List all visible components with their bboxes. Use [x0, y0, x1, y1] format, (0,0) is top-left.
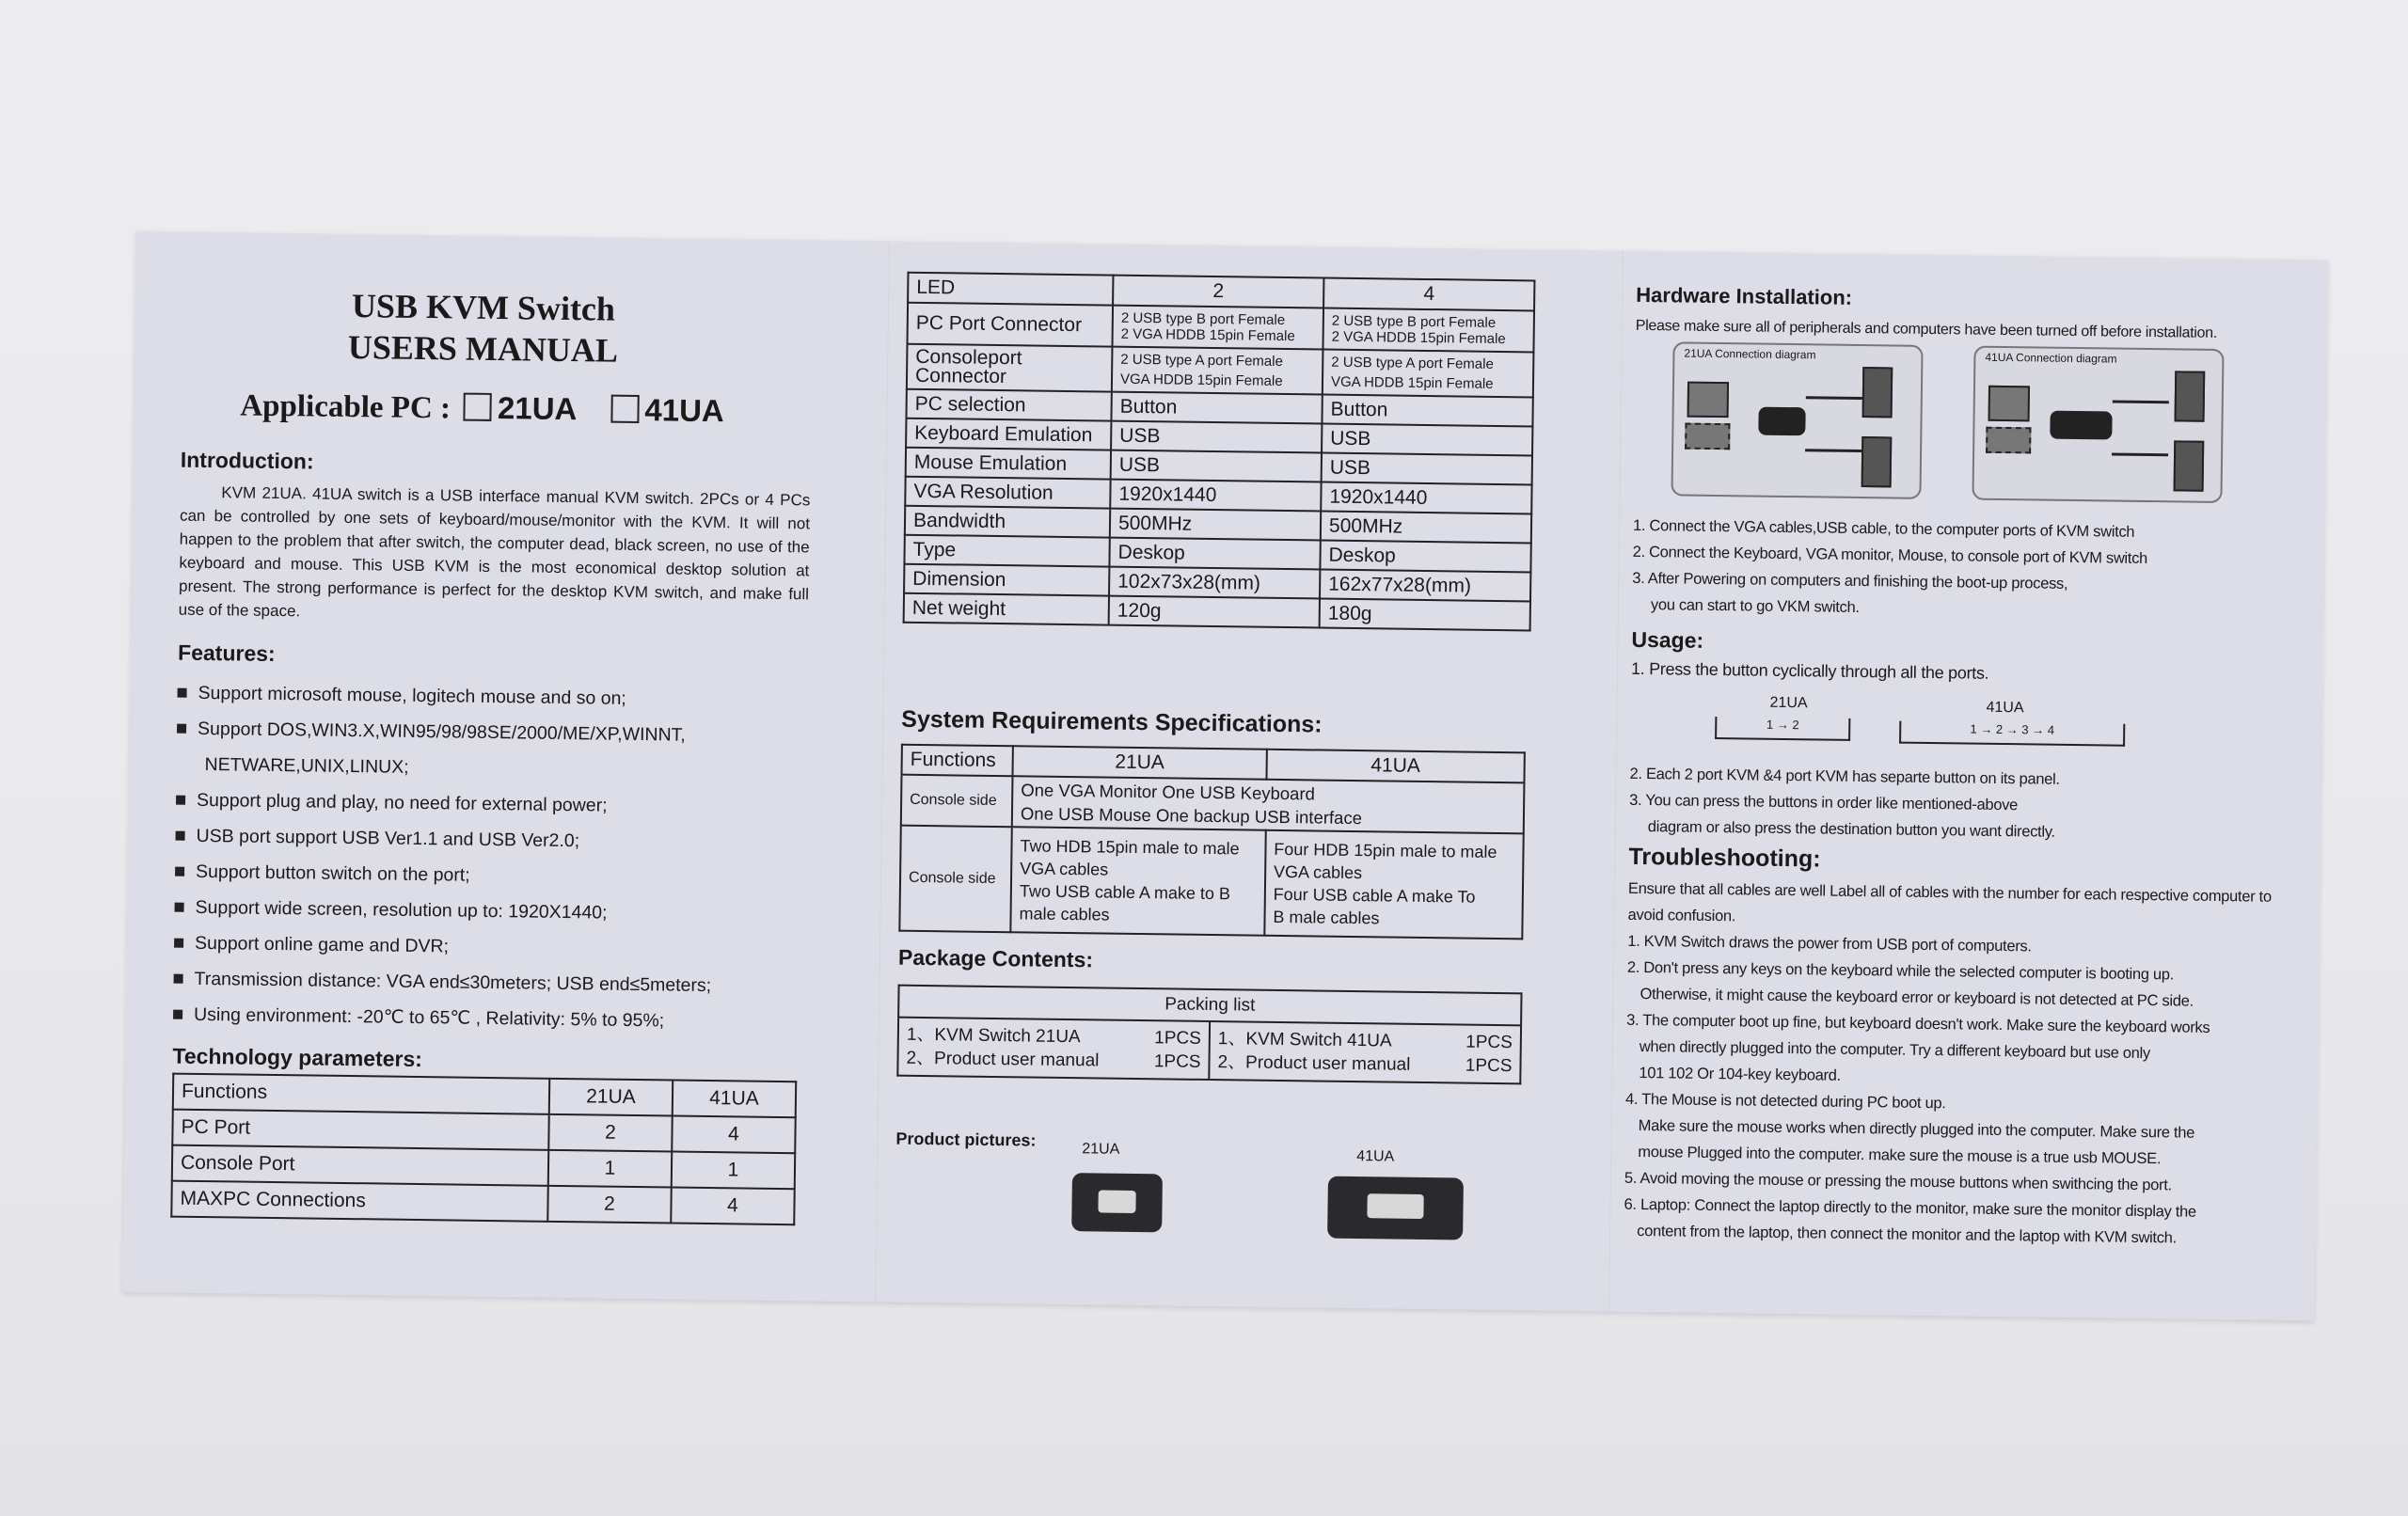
hw-note: Please make sure all of peripherals and computers have been turned off before installation.: [1635, 317, 2218, 341]
cycle-label-21ua: 21UA: [1769, 694, 1808, 712]
feature-item: Support online game and DVR;: [174, 925, 814, 970]
title-line2: USERS MANUAL: [347, 327, 619, 370]
features-heading: Features:: [177, 640, 276, 666]
hw-steps: 1. Connect the VGA cables,USB cable, to the computer ports of KVM switch 2. Connect the Keyboard, VGA monitor, Mouse, to console port of KVM switch 3. After Powering on computers and finishing the boot-up process, you can start to go VKM switch.: [1632, 516, 2148, 617]
feature-item: Using environment: -20℃ to 65℃ , Relativity: 5% to 95%;: [173, 997, 813, 1041]
diagram-41ua: 41UA Connection diagram: [1972, 346, 2224, 503]
pic-label-21ua: 21UA: [1082, 1141, 1120, 1158]
manual-title: [135, 282, 832, 374]
feature-item: Support microsoft mouse, logitech mouse and so on;: [177, 675, 816, 719]
features-list: [173, 675, 817, 1041]
feature-item: Support wide screen, resolution up to: 1920X1440;: [174, 890, 814, 934]
panel-left: [122, 231, 832, 1302]
panel-right: [1623, 251, 2314, 1320]
usage-heading: Usage:: [1631, 626, 1704, 653]
product-image-41ua: [1327, 1176, 1464, 1240]
usage-step-1: 1. Press the button cyclically through all the ports.: [1630, 658, 1989, 683]
sysreq-heading: System Requirements Specifications:: [901, 705, 1323, 738]
feature-item: NETWARE,UNIX,LINUX;: [204, 753, 409, 778]
trouble-list: Ensure that all cables are well Label all of cables with the number for each respective computer to avoid confusion. 1. KVM Switch draws the power from USB port of computers. 2. Don't press any keys on the keyboard while the selected computer is booting up. Otherwise, it might cause the keyboard error or keyboard is not detected at PC side. 3. The computer boot up fine, but keyboard doesn't work. Make sure the keyboard works when directly plugged into the computer. Try a different keyboard but use only 101 102 Or 104-key keyboard. 4. The Mouse is not detected during PC boot up. Make sure the mouse works when directly plugged into the computer. Make sure the mouse Plugged into the computer. make sure the mouse is a true usb MOUSE. 5. Avoid moving the mouse or pressing the mouse buttons when swithcing the port. 6. Laptop: Connect the laptop directly to the monitor, make sure the monitor display the content from the laptop, then connect the monitor and the laptop with KVM switch.: [1624, 879, 2272, 1247]
feature-item: Support DOS,WIN3.X,WIN95/98/98SE/2000/ME/XP,WINNT,: [177, 711, 816, 755]
feature-item: Transmission distance: VGA end≤30meters; USB end≤5meters;: [173, 961, 813, 1005]
cycle-diagram-41ua: 1 → 2 → 3 → 4: [1899, 721, 2125, 747]
option-41ua: 41UA: [644, 392, 725, 429]
checkbox-21ua: [464, 393, 492, 421]
tech-heading: Technology parameters:: [172, 1043, 423, 1072]
feature-item: USB port support USB Ver1.1 and USB Ver2.0;: [175, 818, 815, 862]
checkbox-41ua: [610, 395, 639, 423]
packing-table: Packing list 1、KVM Switch 21UA 1PCS 2、Product user manual 1PCS 1、KVM Switch 41UA 1PCS 2、Product user manual 1PCS: [896, 985, 1522, 1085]
pictures-label: Product pictures:: [895, 1129, 1037, 1150]
panel-middle: [894, 242, 1604, 1312]
intro-heading: Introduction:: [180, 447, 314, 474]
spec-table: LED 2 4 PC Port Connector 2 USB type B port Female 2 VGA HDDB 15pin Female 2 USB type B port Female 2 VGA HDDB 15pin Female Consoleport Connector 2 USB type A port Female VGA HDDB 15pin Female 2 USB type A port Female VGA HDDB 15pin Female PC selection Button Button Keyboard Emulation USB USB Mouse Emulation USB USB VGA Resolution 1920x1440 1920x1440 Bandwidth 500MHz 500MHz Type Deskop Deskop Dimension 102x73x28(mm) 162x77x28(mm) Net weight 120g 180g: [903, 272, 1536, 632]
package-heading: Package Contents:: [897, 944, 1094, 972]
option-21ua: 21UA: [497, 390, 578, 427]
pic-label-41ua: 41UA: [1356, 1148, 1395, 1165]
sysreq-table: Functions 21UA 41UA Console side One VGA Monitor One USB Keyboard One USB Mouse One backup USB interface Console side Two HDB 15pin male to male VGA cables Two USB cable A make to B male cables Four HDB 15pin male to male VGA cables Four USB cable A make To B male cables: [898, 744, 1526, 940]
tech-table: Functions 21UA 41UA PC Port 2 4 Console Port 1 1 MAXPC Connections 2 4: [170, 1073, 797, 1226]
title-line1: USB KVM Switch: [351, 287, 616, 328]
applicable-label: Applicable PC :: [240, 388, 452, 426]
applicable-pc: [134, 386, 830, 432]
manual-sheet: [122, 231, 2328, 1320]
usage-steps: 2. Each 2 port KVM &4 port KVM has separte button on its panel. 3. You can press the buttons in order like mentioned-above diagram or also press the destination button you want directly.: [1629, 765, 2060, 841]
cycle-diagram-21ua: 1 → 2: [1715, 717, 1850, 741]
cycle-label-41ua: 41UA: [1986, 699, 2024, 717]
hw-heading: Hardware Installation:: [1636, 282, 1853, 309]
feature-item: Support button switch on the port;: [175, 854, 815, 898]
intro-text: KVM 21UA. 41UA switch is a USB interface manual KVM switch. 2PCs or 4 PCs can be controlled by one sets of keyboard/mouse/monitor with the KVM. It will not happen to the problem that after switch, the computer dead, black screen, no use of the keyboard and mouse. This USB KVM is the most economical desktop solution at present. The strong performance is perfect for the desktop KVM switch, and make full use of the space.: [178, 483, 811, 621]
trouble-heading: Troubleshooting:: [1628, 843, 1821, 873]
product-image-21ua: [1071, 1173, 1163, 1232]
diagram-21ua: 21UA Connection diagram: [1671, 341, 1923, 498]
feature-item: Support plug and play, no need for external power;: [176, 782, 816, 827]
